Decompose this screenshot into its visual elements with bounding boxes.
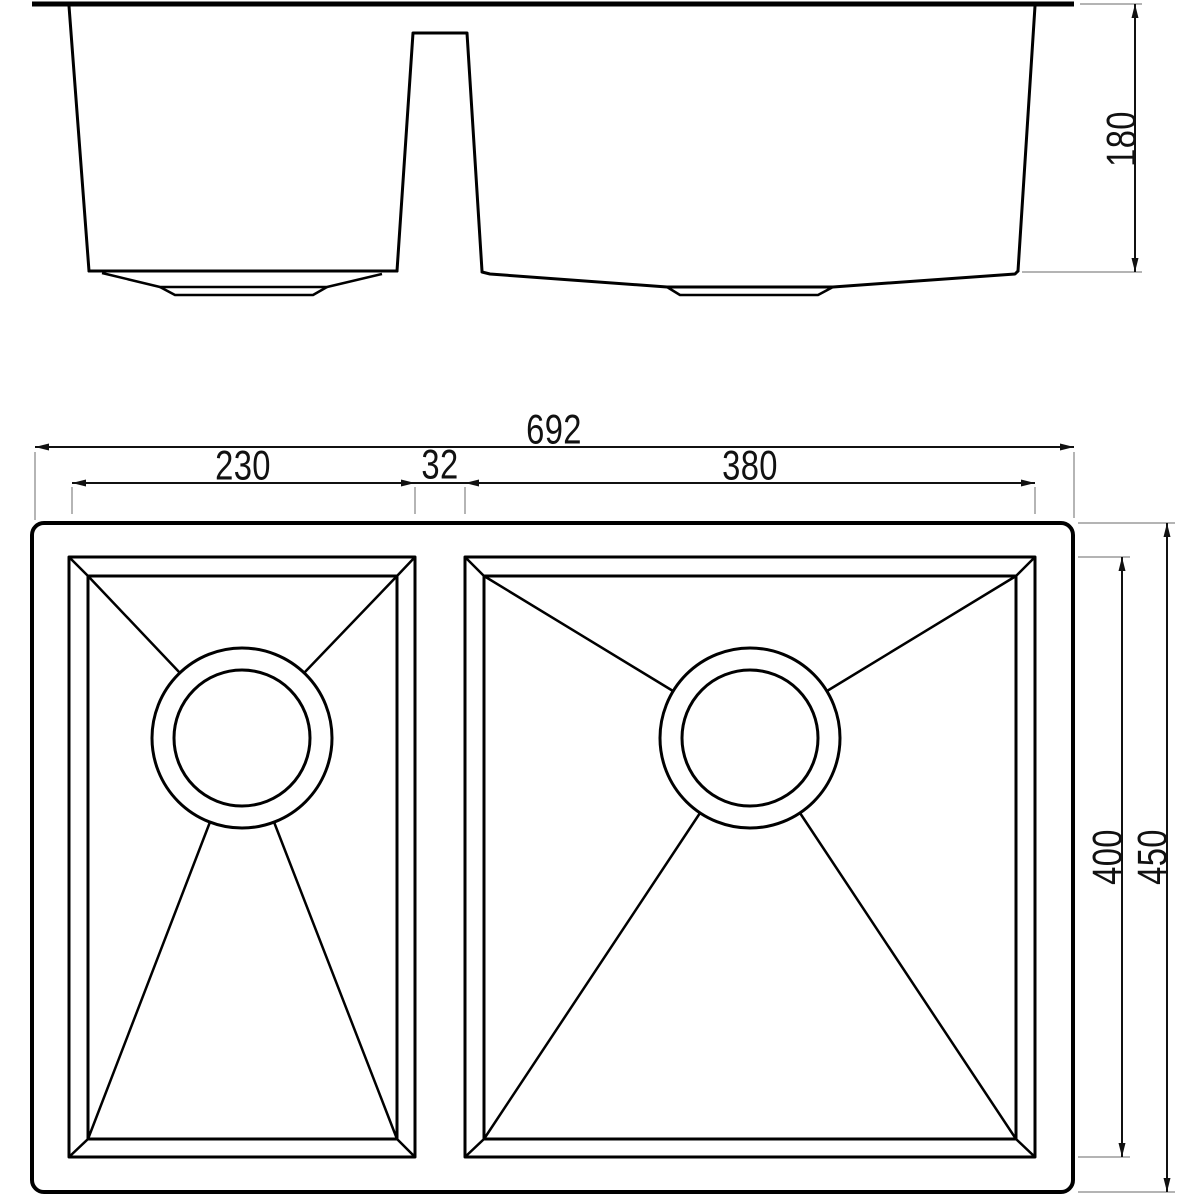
left-drain-outer-circle [152,648,332,828]
left-bowl-diagonal-br [274,822,415,1157]
left-bowl-left-wall [69,6,89,271]
right-drain-inner-circle [682,670,818,806]
arrowhead-down-icon [1119,1143,1126,1157]
arrowhead-left-icon [72,480,86,487]
divider-width-label: 32 [421,440,459,488]
bowl-front-to-back-label: 400 [1083,829,1131,885]
right-drain-outer-circle [660,648,840,828]
right-bowl-bottom-profile [482,271,1018,287]
right-bowl-inner-edge [484,576,1016,1139]
left-bowl-inner-edge [88,576,397,1139]
right-bowl-width-label: 380 [722,441,778,489]
plan-view [32,523,1175,1192]
dimension-depth [1022,4,1144,272]
arrowhead-right-icon [401,480,415,487]
dimension-bowl-front-to-back [1078,557,1130,1157]
arrowhead-right-icon [1060,444,1074,451]
sink-outer-rim [32,523,1073,1192]
left-bowl-diagonal-tl [69,557,180,673]
left-bowl-plan [69,557,415,1157]
arrowhead-up-icon [1119,557,1126,571]
right-bowl-diagonal-bl [465,813,700,1157]
arrowhead-right-icon [1021,480,1035,487]
right-bowl-diagonal-br [800,813,1035,1157]
arrowhead-down-icon [1132,258,1139,272]
dimension-overall-width [35,406,1074,520]
left-drain-inner-circle [174,670,310,806]
left-bowl-width-label: 230 [215,441,271,489]
overall-front-to-back-label: 450 [1128,829,1176,885]
left-drain-recess-outer [102,273,382,287]
arrowhead-up-icon [1132,4,1139,18]
overall-width-label: 692 [526,405,582,453]
arrowhead-up-icon [1164,523,1171,537]
arrowhead-down-icon [1164,1178,1171,1192]
arrowhead-left-icon [465,480,479,487]
arrowhead-left-icon [35,444,49,451]
right-bowl-plan [465,557,1035,1157]
front-elevation-view [32,4,1144,295]
center-divider-wall [397,33,482,271]
depth-dimension-label: 180 [1097,111,1145,167]
right-bowl-right-wall [1018,6,1035,271]
plan-width-dimensions [35,406,1074,520]
left-bowl-diagonal-bl [69,822,210,1157]
